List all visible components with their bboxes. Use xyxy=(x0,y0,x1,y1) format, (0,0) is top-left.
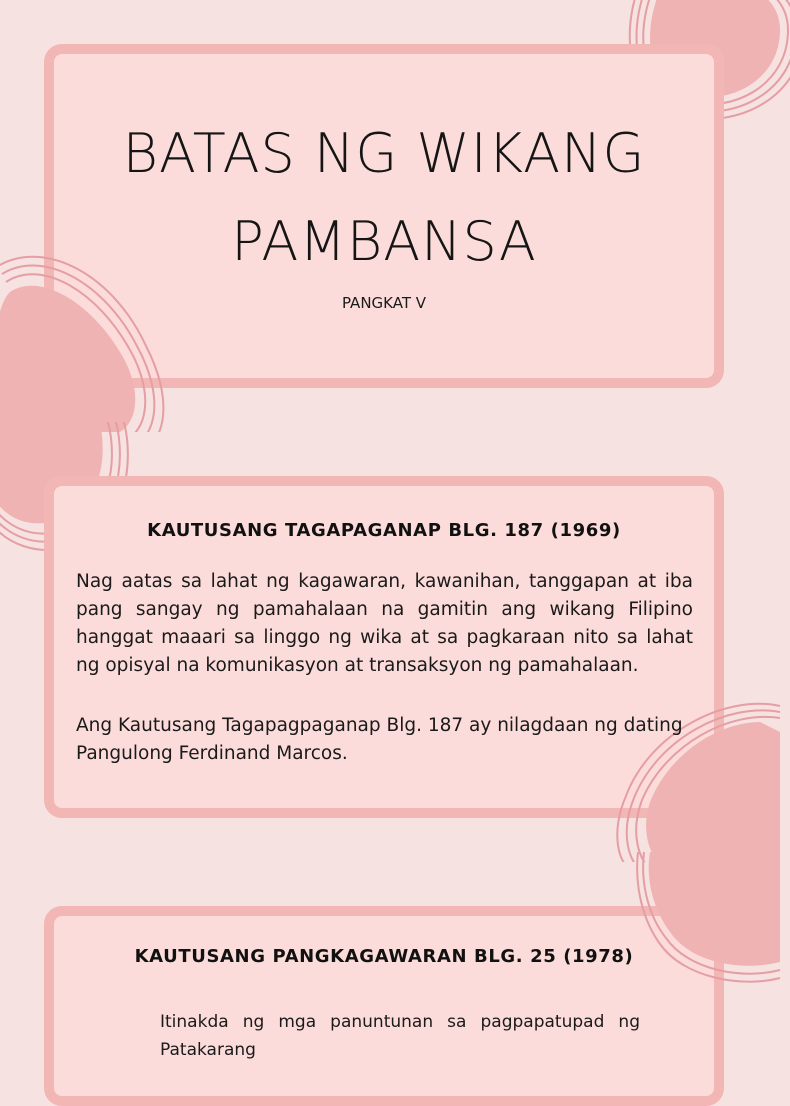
paragraph-1: Nag aatas sa lahat ng kagawaran, kawanihan, tanggapan at iba pang sangay ng pamahalaan na gamitin ang wikang Filipino hanggat maaari sa linggo ng wika at sa pagkaraan nito sa lahat ng opisyal na komunikasyon at transaksyon ng pamahalaan. xyxy=(76,571,693,676)
section-heading-2: KAUTUSANG PANGKAGAWARAN BLG. 25 (1978) xyxy=(134,946,634,967)
paragraph-partial: Itinakda ng mga panuntunan sa pagpapatupad ng Patakarang xyxy=(160,1012,640,1060)
top-right-blob-decoration-2 xyxy=(640,852,780,982)
content-slide-1 xyxy=(0,432,768,862)
content-slide-2 xyxy=(0,862,768,1060)
subtitle: PANGKAT V xyxy=(341,294,427,312)
content-card-2 xyxy=(44,906,724,1106)
title-slide xyxy=(0,0,768,432)
page-title: BATAS NG WIKANG PAMBANSA xyxy=(122,122,646,273)
section-heading: KAUTUSANG TAGAPAGANAP BLG. 187 (1969) xyxy=(147,520,621,541)
paragraph-2: Ang Kautusang Tagapagpaganap Blg. 187 ay nilagdaan ng dating Pangulong Ferdinand Marcos. xyxy=(76,715,683,764)
left-blob-decoration xyxy=(0,262,180,442)
